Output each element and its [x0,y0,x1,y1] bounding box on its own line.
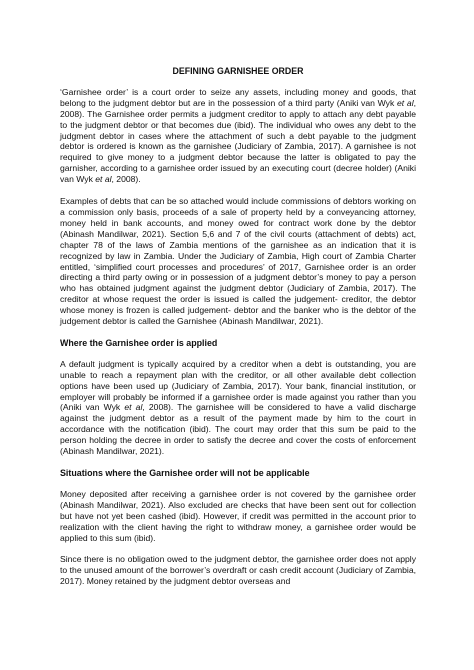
paragraph-default-judgment [60,359,416,457]
citation-et-al: et al [397,97,414,108]
citation-et-al: et al [124,402,143,413]
text-segment: ‘Garnishee order’ is a court order to seize any assets, including money and goods, that belong to the judgment debtor but are in the possession of a third party (Aniki van Wyk [60,86,416,108]
text-segment: A default judgment is typically acquired by a creditor when a debt is outstanding, you are unable to reach a repayment plan with the creditor, or all other available debt collection options have been used up (Judiciary of Zambia, 2017). Your bank, financial institution, or employer will probably be informed if a garnishee order is made against you rather than you (Aniki van Wyk [60,358,416,413]
paragraph-no-obligation: Since there is no obligation owed to the judgment debtor, the garnishee order does not apply to the unused amount of the borrower’s overdraft or cash credit account (Judiciary of Zambia, 2017). Money retained by the judgment debtor overseas and [60,554,416,587]
text-segment: , 2008). The garnishee will be considered to have a valid discharge against the judgment debtor as a result of the payment made by him to the court in accordance with the notification (ibid). The court may order that this sum be paid to the person holding the decree in order to satisfy the decree and cover the costs of enforcement (Abinash Mandilwar, 2021). [60,402,417,457]
section-heading-not-applicable: Situations where the Garnishee order will not be applicable [60,468,310,478]
paragraph-money-deposited: Money deposited after receiving a garnishee order is not covered by the garnishee order (Abinash Mandilwar, 2021). Also excluded are checks that have been sent out for collection but have not yet been cashed (ibid). However, if credit was permitted in the account prior to realization with the client having the right to withdraw money, a garnishee order would be applied to this sum (ibid). [60,488,416,543]
section-heading-applied: Where the Garnishee order is applied [60,337,218,348]
text-segment: , 2008). The Garnishee order permits a judgment creditor to apply to attach any debt payable to the judgment debtor or that becomes due (ibid). The individual who owes any debt to the judgment debtor in cases where the attachment of such a debt payable to the judgment debtor is ordered is known as the garnishee (Judiciary of Zambia, 2017). A garnishee is not required to give money to a judgment debtor because the latter is obligated to pay the garnisher, according to a garnishee order issued by an executing court (decree holder) (Aniki van Wyk [60,97,417,185]
document-body [60,66,416,587]
document-title: DEFINING GARNISHEE ORDER [172,66,304,76]
text-segment: , 2008). [111,174,141,185]
paragraph-definition [60,87,416,185]
paragraph-examples: Examples of debts that can be so attached would include commissions of debtors working on a commission only basis, proceeds of a sale of property held by a conveyancing attorney, money held in bank accounts, and money owed for contract work done by the debtor (Abinash Mandilwar, 2021). Section 5,6 and 7 of the civil courts (attachment of debts) act, chapter 78 of the laws of Zambia mentions of the garnishee as an indication that it is recognized by law in Zambia. Under the Judiciary of Zambia, High court of Zambia Charter entitled, ‘simplified court processes and procedures’ of 2017, Garnishee order is an order directing a third party owing or in possession of a judgment debtor’s money to pay a person who has obtained judgment against the judgment debtor (Judiciary of Zambia, 2017). The creditor at whose request the order is issued is called the judgement- creditor, the debtor whose money is frozen is called judgement- debtor and the banker who is the debtor of the judgement debtor is called the Garnishee (Abinash Mandilwar, 2021). [60,196,416,327]
citation-et-al: et al [95,174,112,185]
